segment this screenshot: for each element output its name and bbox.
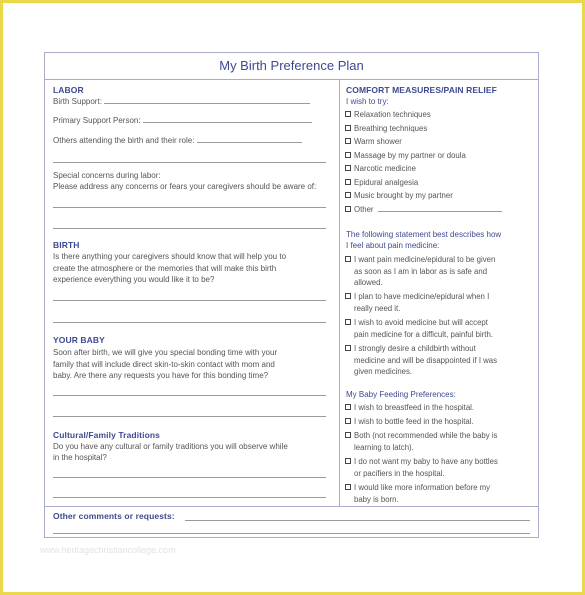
birth-heading: BIRTH: [53, 240, 80, 250]
feeding-option-breastfeed[interactable]: I wish to breastfeed in the hospital.: [345, 402, 530, 414]
birth-plan-form: [44, 52, 539, 538]
pain-option-4[interactable]: I strongly desire a childbirth without medicine and will be disappointed if I was given medicines.: [345, 343, 530, 378]
page-title: My Birth Preference Plan: [45, 53, 538, 80]
your-baby-heading: YOUR BABY: [53, 335, 105, 345]
traditions-heading: Cultural/Family Traditions: [53, 430, 160, 440]
traditions-line-1[interactable]: [53, 477, 326, 478]
pain-option-1[interactable]: I want pain medicine/epidural to be given as soon as I am in labor as is safe and allowed.: [345, 254, 530, 289]
primary-support-label: Primary Support Person:: [53, 116, 141, 125]
others-attending-label: Others attending the birth and their role:: [53, 136, 195, 145]
birth-support-field[interactable]: [53, 96, 333, 108]
other-comments-line-2[interactable]: [53, 533, 530, 534]
checkbox[interactable]: [345, 256, 351, 262]
birth-text-1: Is there anything your caregivers should know that will help you to: [53, 252, 287, 261]
comfort-option-breathing[interactable]: Breathing techniques: [345, 123, 530, 135]
concerns-line-2[interactable]: [53, 228, 326, 229]
checkbox[interactable]: [345, 138, 351, 144]
birth-support-label: Birth Support:: [53, 97, 102, 106]
comfort-option-other[interactable]: Other: [345, 204, 530, 216]
birth-line-1[interactable]: [53, 300, 326, 301]
checkbox[interactable]: [345, 404, 351, 410]
primary-support-line: [143, 121, 312, 123]
watermark: www.heritagechristiancollege.com: [40, 545, 176, 555]
comfort-option-music[interactable]: Music brought by my partner: [345, 190, 530, 202]
birth-text-3: experience everything you would like it to be?: [53, 275, 215, 284]
feeding-option-more-info[interactable]: I would like more information before my baby is born.: [345, 482, 530, 505]
comfort-option-massage[interactable]: Massage by my partner or doula: [345, 150, 530, 162]
other-line[interactable]: [378, 210, 502, 212]
birth-support-line: [104, 102, 310, 104]
checkbox[interactable]: [345, 345, 351, 351]
checkbox[interactable]: [345, 179, 351, 185]
other-comments-line-1[interactable]: [185, 520, 530, 521]
comfort-option-narcotic[interactable]: Narcotic medicine: [345, 163, 530, 175]
labor-heading: LABOR: [53, 85, 84, 95]
concerns-label-1: Special concerns during labor:: [53, 171, 161, 180]
traditions-text-1: Do you have any cultural or family traditions you will observe while: [53, 442, 288, 451]
checkbox[interactable]: [345, 165, 351, 171]
checkbox[interactable]: [345, 319, 351, 325]
checkbox[interactable]: [345, 111, 351, 117]
other-comments-label: Other comments or requests:: [53, 511, 175, 521]
comfort-option-shower[interactable]: Warm shower: [345, 136, 530, 148]
primary-support-field[interactable]: [53, 115, 333, 127]
pain-option-3[interactable]: I wish to avoid medicine but will accept pain medicine for a difficult, painful birth.: [345, 317, 530, 340]
checkbox[interactable]: [345, 192, 351, 198]
others-attending-field[interactable]: [53, 135, 333, 147]
others-attending-line: [197, 141, 302, 143]
feeding-heading: My Baby Feeding Preferences:: [346, 390, 456, 399]
comfort-option-epidural[interactable]: Epidural analgesia: [345, 177, 530, 189]
pain-statement-heading-2: I feel about pain medicine:: [346, 241, 440, 250]
checkbox[interactable]: [345, 458, 351, 464]
pain-option-2[interactable]: I plan to have medicine/epidural when I really need it.: [345, 291, 530, 314]
traditions-line-2[interactable]: [53, 497, 326, 498]
checkbox[interactable]: [345, 152, 351, 158]
column-divider: [339, 79, 340, 506]
concerns-label-2: Please address any concerns or fears your caregivers should be aware of:: [53, 182, 317, 191]
baby-line-1[interactable]: [53, 395, 326, 396]
baby-line-2[interactable]: [53, 416, 326, 417]
baby-text-2: family that will include direct skin-to-skin contact with mom and: [53, 360, 275, 369]
comfort-option-relaxation[interactable]: Relaxation techniques: [345, 109, 530, 121]
baby-text-1: Soon after birth, we will give you special bonding time with your: [53, 348, 278, 357]
traditions-text-2: in the hospital?: [53, 453, 107, 462]
birth-text-2: create the atmosphere or the memories that will make this birth: [53, 264, 277, 273]
checkbox[interactable]: [345, 432, 351, 438]
checkbox[interactable]: [345, 125, 351, 131]
concerns-line-1[interactable]: [53, 207, 326, 208]
feeding-option-no-bottles[interactable]: I do not want my baby to have any bottles or pacifiers in the hospital.: [345, 456, 530, 479]
footer-divider: [45, 506, 538, 507]
feeding-option-both[interactable]: Both (not recommended while the baby is learning to latch).: [345, 430, 530, 453]
others-attending-line-2[interactable]: [53, 162, 326, 163]
birth-line-2[interactable]: [53, 322, 326, 323]
checkbox[interactable]: [345, 418, 351, 424]
checkbox[interactable]: [345, 484, 351, 490]
comfort-heading: COMFORT MEASURES/PAIN RELIEF: [346, 85, 497, 95]
checkbox[interactable]: [345, 293, 351, 299]
feeding-option-bottle[interactable]: I wish to bottle feed in the hospital.: [345, 416, 530, 428]
baby-text-3: baby. Are there any requests you have for this bonding time?: [53, 371, 269, 380]
checkbox[interactable]: [345, 206, 351, 212]
wish-to-try-label: I wish to try:: [346, 97, 389, 106]
pain-statement-heading-1: The following statement best describes how: [346, 230, 502, 239]
